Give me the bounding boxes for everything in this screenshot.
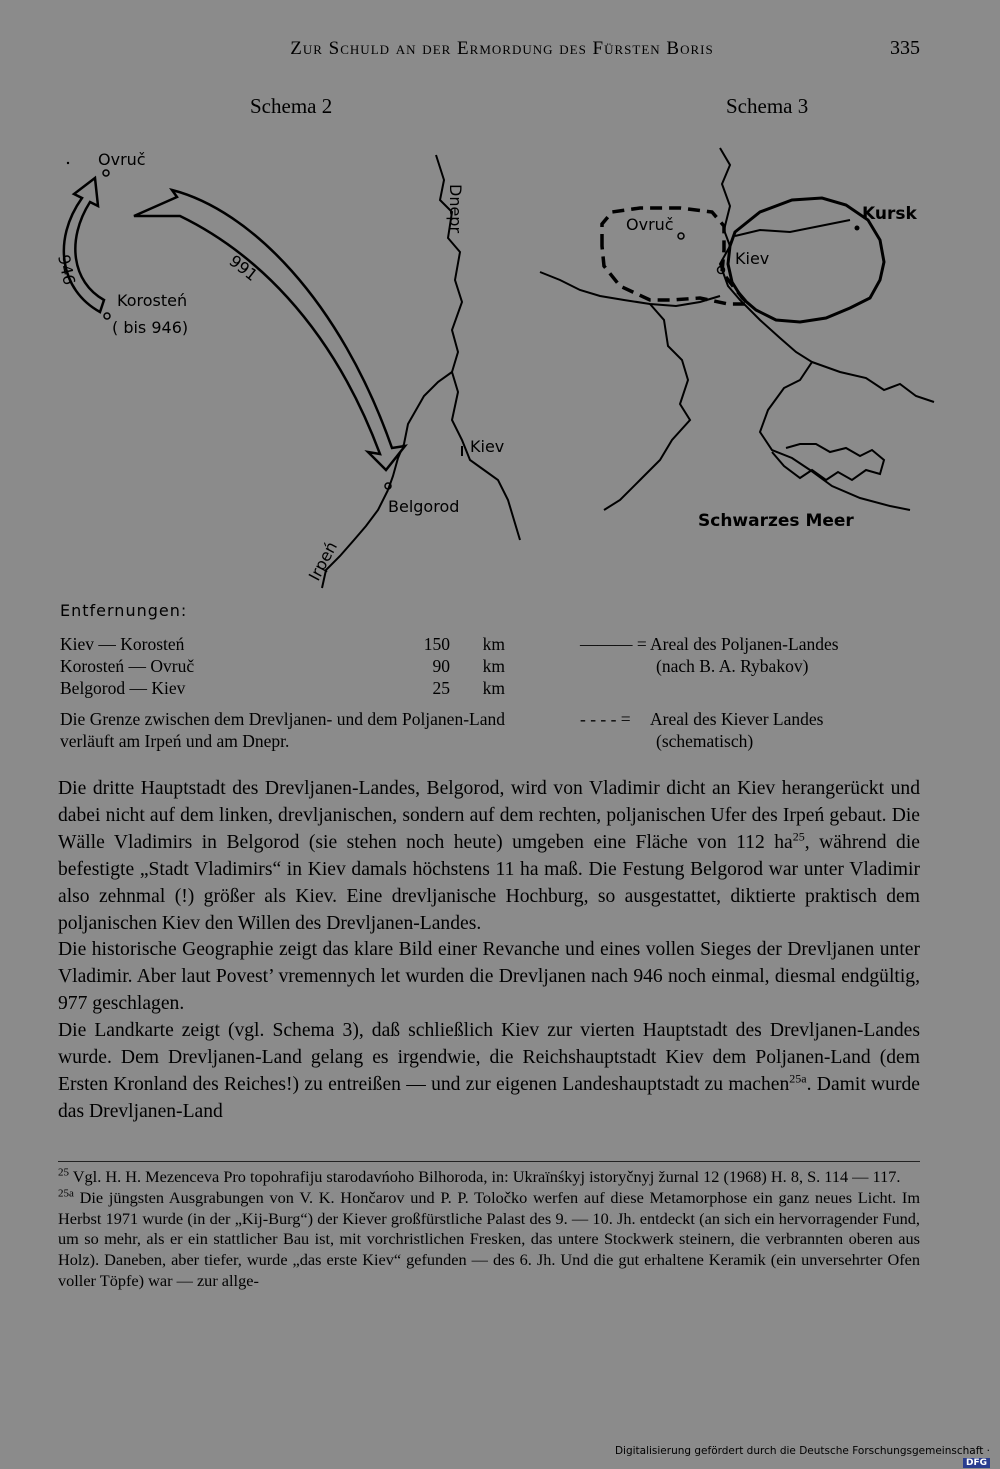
- dnepr-river-3: [720, 148, 910, 510]
- sea-label: Schwarzes Meer: [698, 511, 854, 531]
- legend-solid-source: (nach B. A. Rybakov): [656, 656, 809, 676]
- year-946-label: 946: [54, 252, 80, 287]
- distance-unit: km: [482, 634, 505, 654]
- running-title: Zur Schuld an der Ermordung des Fürsten Boris: [290, 38, 714, 59]
- legend-dashed-text: Areal des Kiever Landes: [650, 709, 824, 729]
- distance-row: [60, 655, 505, 677]
- maps-figure: [0, 0, 1000, 600]
- southwest-river-3: [604, 304, 690, 510]
- kursk-label: Kursk: [862, 204, 917, 224]
- paragraph-1: Die dritte Hauptstadt des Drevljanen-Landes, Belgorod, wird von Vladimir dicht an Kiev herangerückt und dabei nicht auf dem linken, drevljanischen, sondern auf dem rechten, poljanischen Ufer des Irpeń gebaut. Die Wälle Vladimirs in Belgorod (sie stehen noch heute) umgeben eine Fläche von 112 $ha^{25}$, während die befestigte „Stadt Vladimirs“ in Kiev damals höchstens 11 ha maß. Die Festung Belgorod war unter Vladimir also zehnmal (!) größer als Kiev. Eine drevljanische Hochburg, so ausgestattet, diktierte praktisch dem poljanischen Kiev den Willen des Drevljanen-Landes.: [58, 778, 920, 934]
- kiev-label: Kiev: [470, 437, 505, 456]
- digitization-credit: Digitalisierung gefördert durch die Deutsche Forschungsgemeinschaft ·DFG: [614, 1445, 990, 1468]
- page-number: 335: [890, 37, 920, 59]
- distance-value: 25: [432, 678, 450, 698]
- legend-solid: [580, 633, 839, 677]
- irpen-river: [322, 490, 388, 588]
- footnotes: [58, 1167, 920, 1292]
- coastline-3: [772, 444, 884, 480]
- footnote-ref-25a[interactable]: 25a: [789, 1071, 807, 1086]
- bis-946-label: ( bis 946): [112, 318, 189, 337]
- ovruc-label: Ovruč: [98, 150, 146, 169]
- tributary-river: [388, 372, 452, 490]
- distances-table: [60, 633, 505, 699]
- footnote-number: 25a: [58, 1187, 74, 1200]
- distance-value: 90: [432, 656, 450, 676]
- footnote-divider: [58, 1161, 920, 1162]
- kiev-label-3: Kiev: [735, 249, 770, 268]
- dfg-logo: DFG: [963, 1458, 990, 1468]
- dashed-line-symbol: - - - - =: [580, 709, 631, 729]
- year-991-label: 991: [225, 251, 262, 285]
- solid-line-symbol: ——— =: [580, 634, 647, 654]
- border-note: Die Grenze zwischen dem Drevljanen- und dem Poljanen-Land verläuft am Irpeń und am Dnepr.: [60, 709, 505, 751]
- korosten-label: Korosteń: [117, 291, 188, 310]
- distance-row: [60, 633, 505, 655]
- route-name: Korosteń — Ovruč: [60, 656, 195, 676]
- footnote-ref-25[interactable]: 25: [792, 829, 805, 844]
- east-river-3: [812, 362, 934, 402]
- distance-value: 150: [423, 634, 450, 654]
- desna-river-3: [735, 220, 850, 236]
- schema-3-map: [540, 148, 934, 531]
- legend-solid-text: Areal des Poljanen-Landes: [650, 634, 839, 654]
- distance-unit: km: [482, 656, 505, 676]
- legend-dashed-note: (schematisch): [656, 731, 754, 751]
- arrow-946: [64, 178, 104, 312]
- footnote-25: $^{25}$ Vgl. H. H. Mezenceva Pro topohrafiju starodavńoho Bilhoroda, in: Ukraïnśkyj istoryčnyj žurnal 12 (1968) H. 8, S. 114 — 117.: [58, 1166, 901, 1186]
- dnepr-label: Dnepr: [446, 184, 465, 234]
- distance-unit: km: [482, 678, 505, 698]
- schema-2-title: Schema 2: [250, 94, 333, 118]
- paragraph-3: Die Landkarte zeigt (vgl. Schema 3), daß schließlich Kiev zur vierten Hauptstadt des Drevljanen-Landes wurde. Dem Drevljanen-Land gelang es irgendwie, die Reichshauptstadt Kiev dem Poljanen-Land (dem Ersten Kronland des Reiches!) zu entreißen — und zur eigenen Landeshauptstadt zu machen$^{25a}$. Damit wurde das Drevljanen-Land: [58, 1020, 920, 1122]
- ovruc-label-3: Ovruč: [626, 215, 674, 234]
- footnote-25a: $^{25a}$ Die jüngsten Ausgrabungen von V. K. Hončarov und P. P. Toločko werfen auf diese Metamorphose ein ganz neues Licht. Im Herbst 1971 wurde (in der „Kij-Burg“) der Kiever großfürstliche Palast des 9. — 10. Jh. entdeckt (an sich ein hervorragender Fund, um so mehr, als er ein stattlicher Bau ist, mit vorchristlichen Fresken, das untere Stockwerk steinern, die verbrannten oberen aus Holz). Daneben, aber tiefer, wurde „das erste Kiev“ gefunden — des 6. Jh. Und die gut erhaltene Keramik (ein unversehrter Ofen voller Töpfe) war — zur allge-: [58, 1187, 920, 1290]
- route-name: Kiev — Korosteń: [60, 634, 185, 654]
- body-text: [58, 776, 920, 1126]
- footnote-number: 25: [58, 1166, 69, 1179]
- route-name: Belgorod — Kiev: [60, 678, 186, 698]
- distances-heading: Entfernungen:: [60, 601, 188, 620]
- belgorod-label: Belgorod: [388, 497, 460, 516]
- paragraph-2: Die historische Geographie zeigt das klare Bild einer Revanche und eines vollen Sieges der Drevljanen unter Vladimir. Aber laut Povest’ vremennych let wurden die Drevljanen nach 946 noch einmal, diesmal endgültig, 977 geschlagen.: [58, 939, 920, 1015]
- legend-dashed: [580, 708, 823, 752]
- distance-row: [60, 677, 505, 699]
- schema-2-map: [54, 150, 520, 588]
- schema-3-title: Schema 3: [726, 94, 809, 118]
- irpen-label: Irpeń: [304, 538, 341, 584]
